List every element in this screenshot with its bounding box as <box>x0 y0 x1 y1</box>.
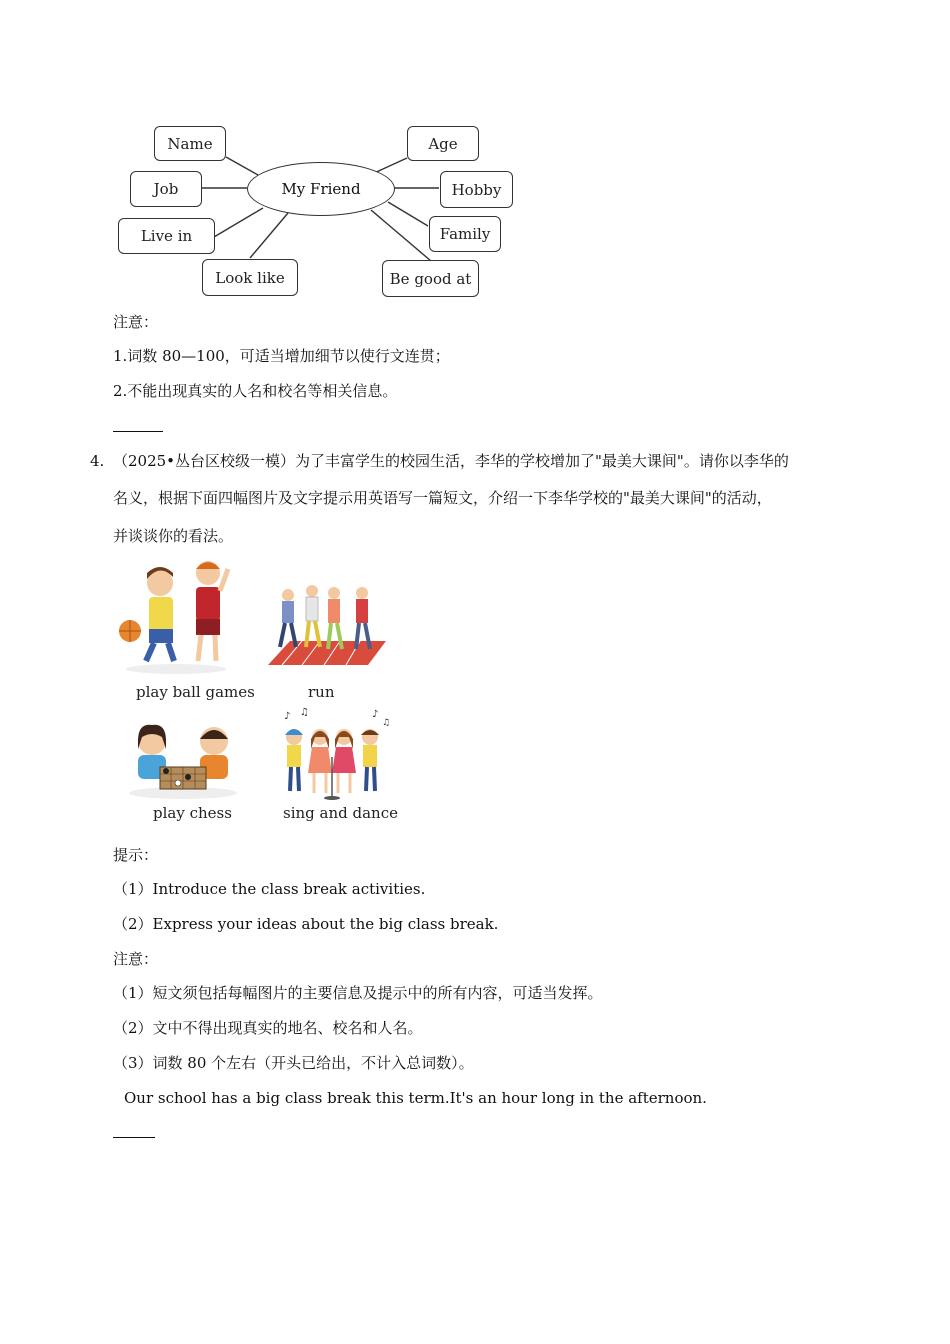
mind-node-age: Age <box>407 126 479 161</box>
essay-starter-sentence: Our school has a big class break this term.It's an hour long in the afternoon. <box>124 1089 707 1107</box>
picture-label-play-chess: play chess <box>153 804 232 822</box>
answer-blank-4[interactable] <box>113 1137 155 1138</box>
svg-text:♫: ♫ <box>300 707 309 718</box>
notes2-item-3: （3）词数 80 个左右（开头已给出，不计入总词数）。 <box>113 1054 474 1072</box>
svg-text:♪: ♪ <box>372 709 379 720</box>
question-4-line-1: （2025•丛台区校级一模）为了丰富学生的校园生活，李华的学校增加了"最美大课间"。请你以李华的 <box>113 452 789 470</box>
notes2-title: 注意： <box>113 950 159 968</box>
picture-label-sing-and-dance: sing and dance <box>283 804 398 822</box>
hint-2: （2）Express your ideas about the big class break. <box>113 915 499 933</box>
mind-node-name: Name <box>154 126 226 161</box>
basketball-kids-illustration <box>116 557 236 675</box>
notes2-item-2: （2）文中不得出现真实的地名、校名和人名。 <box>113 1019 423 1037</box>
hints-title: 提示： <box>113 846 159 864</box>
singing-kids-illustration <box>278 707 392 803</box>
hint-1: （1）Introduce the class break activities. <box>113 880 426 898</box>
mind-map-center: My Friend <box>247 162 395 216</box>
picture-label-play-ball-games: play ball games <box>136 683 255 701</box>
mind-node-live-in: Live in <box>118 218 215 254</box>
question-number: 4. <box>90 452 105 470</box>
notes1-item-2: 2.不能出现真实的人名和校名等相关信息。 <box>113 382 398 400</box>
picture-label-run: run <box>308 683 335 701</box>
mind-node-hobby: Hobby <box>440 171 513 208</box>
mind-node-family: Family <box>429 216 501 252</box>
chess-kids-illustration <box>126 721 240 801</box>
notes2-item-1: （1）短文须包括每幅图片的主要信息及提示中的所有内容，可适当发挥。 <box>113 984 603 1002</box>
question-4-line-3: 并谈谈你的看法。 <box>113 527 234 545</box>
notes1-title: 注意： <box>113 313 159 331</box>
running-kids-illustration <box>268 583 386 673</box>
mind-map <box>110 120 530 300</box>
mind-node-job: Job <box>130 171 202 207</box>
mind-node-be-good-at: Be good at <box>382 260 479 297</box>
notes1-item-1: 1.词数 80—100，可适当增加细节以使行文连贯； <box>113 347 450 365</box>
question-4-line-2: 名义，根据下面四幅图片及文字提示用英语写一篇短文，介绍一下李华学校的"最美大课间"的活动， <box>113 489 772 507</box>
activity-pictures <box>112 555 402 830</box>
svg-text:♫: ♫ <box>382 718 391 728</box>
svg-text:♪: ♪ <box>284 711 291 722</box>
answer-blank-3[interactable] <box>113 431 163 432</box>
mind-node-look-like: Look like <box>202 259 298 296</box>
